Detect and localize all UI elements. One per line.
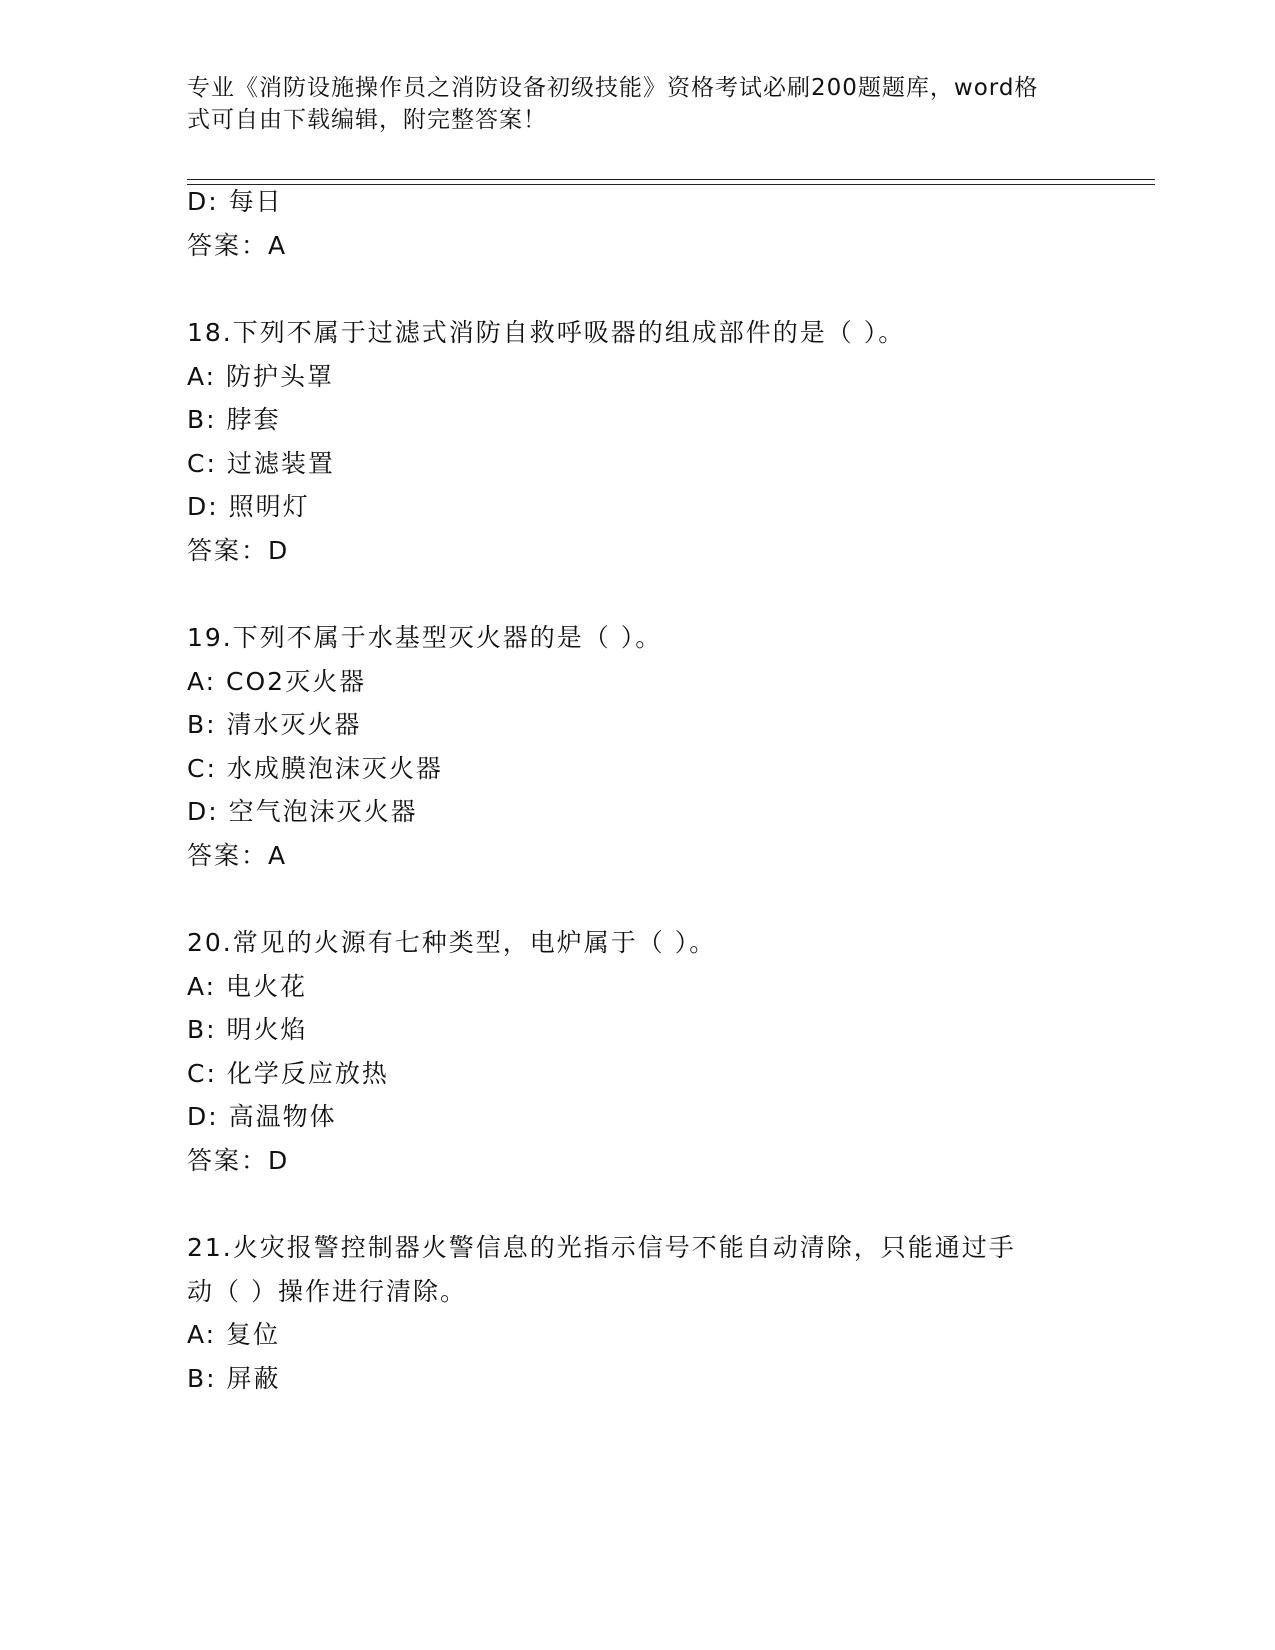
question-18-option-a: A: 防护头罩 xyxy=(187,362,335,391)
header-divider-top xyxy=(187,179,1155,180)
question-19-answer: 答案：A xyxy=(187,841,288,870)
question-20-answer: 答案：D xyxy=(187,1146,290,1175)
question-19-stem: 19.下列不属于水基型灭火器的是（ ）。 xyxy=(187,623,663,652)
question-19-option-a: A: CO2灭火器 xyxy=(187,667,367,696)
question-21-stem-line-1: 21.火灾报警控制器火警信息的光指示信号不能自动清除，只能通过手 xyxy=(187,1233,1016,1262)
header-title-line-1: 专业《消防设施操作员之消防设备初级技能》资格考试必刷200题题库，word格 xyxy=(187,75,1039,101)
question-20-option-b: B: 明火焰 xyxy=(187,1015,308,1044)
question-21-option-b: B: 屏蔽 xyxy=(187,1364,281,1393)
document-header xyxy=(187,72,1067,136)
question-18-answer: 答案：D xyxy=(187,536,290,565)
question-21-stem-line-2: 动（ ）操作进行清除。 xyxy=(187,1277,467,1306)
question-19-option-b: B: 清水灭火器 xyxy=(187,710,362,739)
question-18-option-b: B: 脖套 xyxy=(187,405,281,434)
question-18-stem: 18.下列不属于过滤式消防自救呼吸器的组成部件的是（ ）。 xyxy=(187,318,906,347)
question-21-option-a: A: 复位 xyxy=(187,1320,281,1349)
question-18-option-c: C: 过滤装置 xyxy=(187,449,335,478)
header-divider-bottom xyxy=(187,184,1155,185)
question-19-option-d: D: 空气泡沫灭火器 xyxy=(187,797,418,826)
question-19-option-c: C: 水成膜泡沫灭火器 xyxy=(187,754,443,783)
header-title-line-2: 式可自由下载编辑，附完整答案！ xyxy=(187,107,547,133)
question-20-option-a: A: 电火花 xyxy=(187,972,308,1001)
option-d-prev: D: 每日 xyxy=(187,187,283,216)
question-20-option-d: D: 高温物体 xyxy=(187,1102,337,1131)
question-20-option-c: C: 化学反应放热 xyxy=(187,1059,389,1088)
question-20-stem: 20.常见的火源有七种类型，电炉属于（ ）。 xyxy=(187,928,717,957)
answer-prev: 答案：A xyxy=(187,231,288,260)
question-18-option-d: D: 照明灯 xyxy=(187,492,310,521)
